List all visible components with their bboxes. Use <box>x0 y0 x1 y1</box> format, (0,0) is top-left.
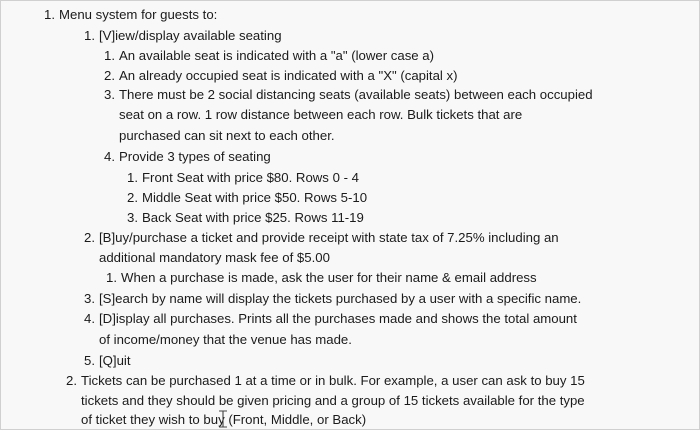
list-item-seat-front <box>127 170 359 186</box>
list-text: Tickets can be purchased 1 at a time or in bulk. For example, a user can ask to buy 15 <box>81 373 585 388</box>
list-number: 5. <box>84 353 95 368</box>
list-number: 2. <box>66 373 77 388</box>
list-text: seat on a row. 1 row distance between each row. Bulk tickets that are <box>119 107 523 122</box>
list-item-2-cont <box>81 393 585 409</box>
list-item-2 <box>66 373 585 389</box>
list-text: [V]iew/display available seating <box>99 28 282 43</box>
list-text: There must be 2 social distancing seats (available seats) between each occupied <box>119 87 593 102</box>
list-item-1-1-1 <box>104 48 435 64</box>
list-item-1-1-4 <box>104 149 271 165</box>
list-text: An already occupied seat is indicated with a "X" (capital x) <box>119 68 458 83</box>
list-item-1-2-cont <box>99 250 330 266</box>
list-number: 4. <box>104 149 115 164</box>
list-text: Provide 3 types of seating <box>119 149 271 164</box>
list-text: additional mandatory mask fee of $5.00 <box>99 250 330 265</box>
list-number: 1. <box>84 28 95 43</box>
list-item-1-4-cont <box>99 332 352 348</box>
list-number: 3. <box>127 210 138 225</box>
list-item-1-4 <box>84 311 577 327</box>
list-text: Menu system for guests to: <box>59 7 218 22</box>
list-text: [S]earch by name will display the tickets purchased by a user with a specific name. <box>99 291 582 306</box>
list-text: purchased can sit next to each other. <box>119 128 335 143</box>
list-item-1-1-3-cont <box>119 128 335 144</box>
list-item-1-1-3-cont <box>119 107 522 123</box>
list-item-1-5 <box>84 353 131 369</box>
list-text: An available seat is indicated with a "a" (lower case a) <box>119 48 435 63</box>
list-text: When a purchase is made, ask the user for their name & email address <box>121 270 537 285</box>
list-number: 2. <box>127 190 138 205</box>
list-item-1-1 <box>84 28 282 44</box>
list-number: 4. <box>84 311 95 326</box>
list-number: 2. <box>104 68 115 83</box>
list-number: 1. <box>106 270 117 285</box>
list-number: 3. <box>104 87 115 102</box>
list-item-1-2 <box>84 230 559 246</box>
list-number: 1. <box>127 170 138 185</box>
list-text: of income/money that the venue has made. <box>99 332 352 347</box>
list-number: 3. <box>84 291 95 306</box>
list-item-1-3 <box>84 291 582 307</box>
list-item-seat-back <box>127 210 364 226</box>
list-number: 1. <box>44 7 55 22</box>
list-item-1-1-3 <box>104 87 593 103</box>
list-text: [Q]uit <box>99 353 131 368</box>
list-text: Middle Seat with price $50. Rows 5-10 <box>142 190 368 205</box>
list-item-seat-middle <box>127 190 368 206</box>
list-number: 1. <box>104 48 115 63</box>
list-text: [D]isplay all purchases. Prints all the purchases made and shows the total amount <box>99 311 577 326</box>
text-cursor-icon <box>217 410 229 428</box>
list-text: of ticket they wish to buy (Front, Middle, or Back) <box>81 412 367 427</box>
list-item-1-2-1 <box>106 270 537 286</box>
list-text: tickets and they should be given pricing and a group of 15 tickets available for the type <box>81 393 585 408</box>
list-text: [B]uy/purchase a ticket and provide receipt with state tax of 7.25% including an <box>99 230 559 245</box>
list-item-1 <box>44 7 218 23</box>
list-item-1-1-2 <box>104 68 458 84</box>
list-text: Back Seat with price $25. Rows 11-19 <box>142 210 364 225</box>
list-text: Front Seat with price $80. Rows 0 - 4 <box>142 170 359 185</box>
list-number: 2. <box>84 230 95 245</box>
